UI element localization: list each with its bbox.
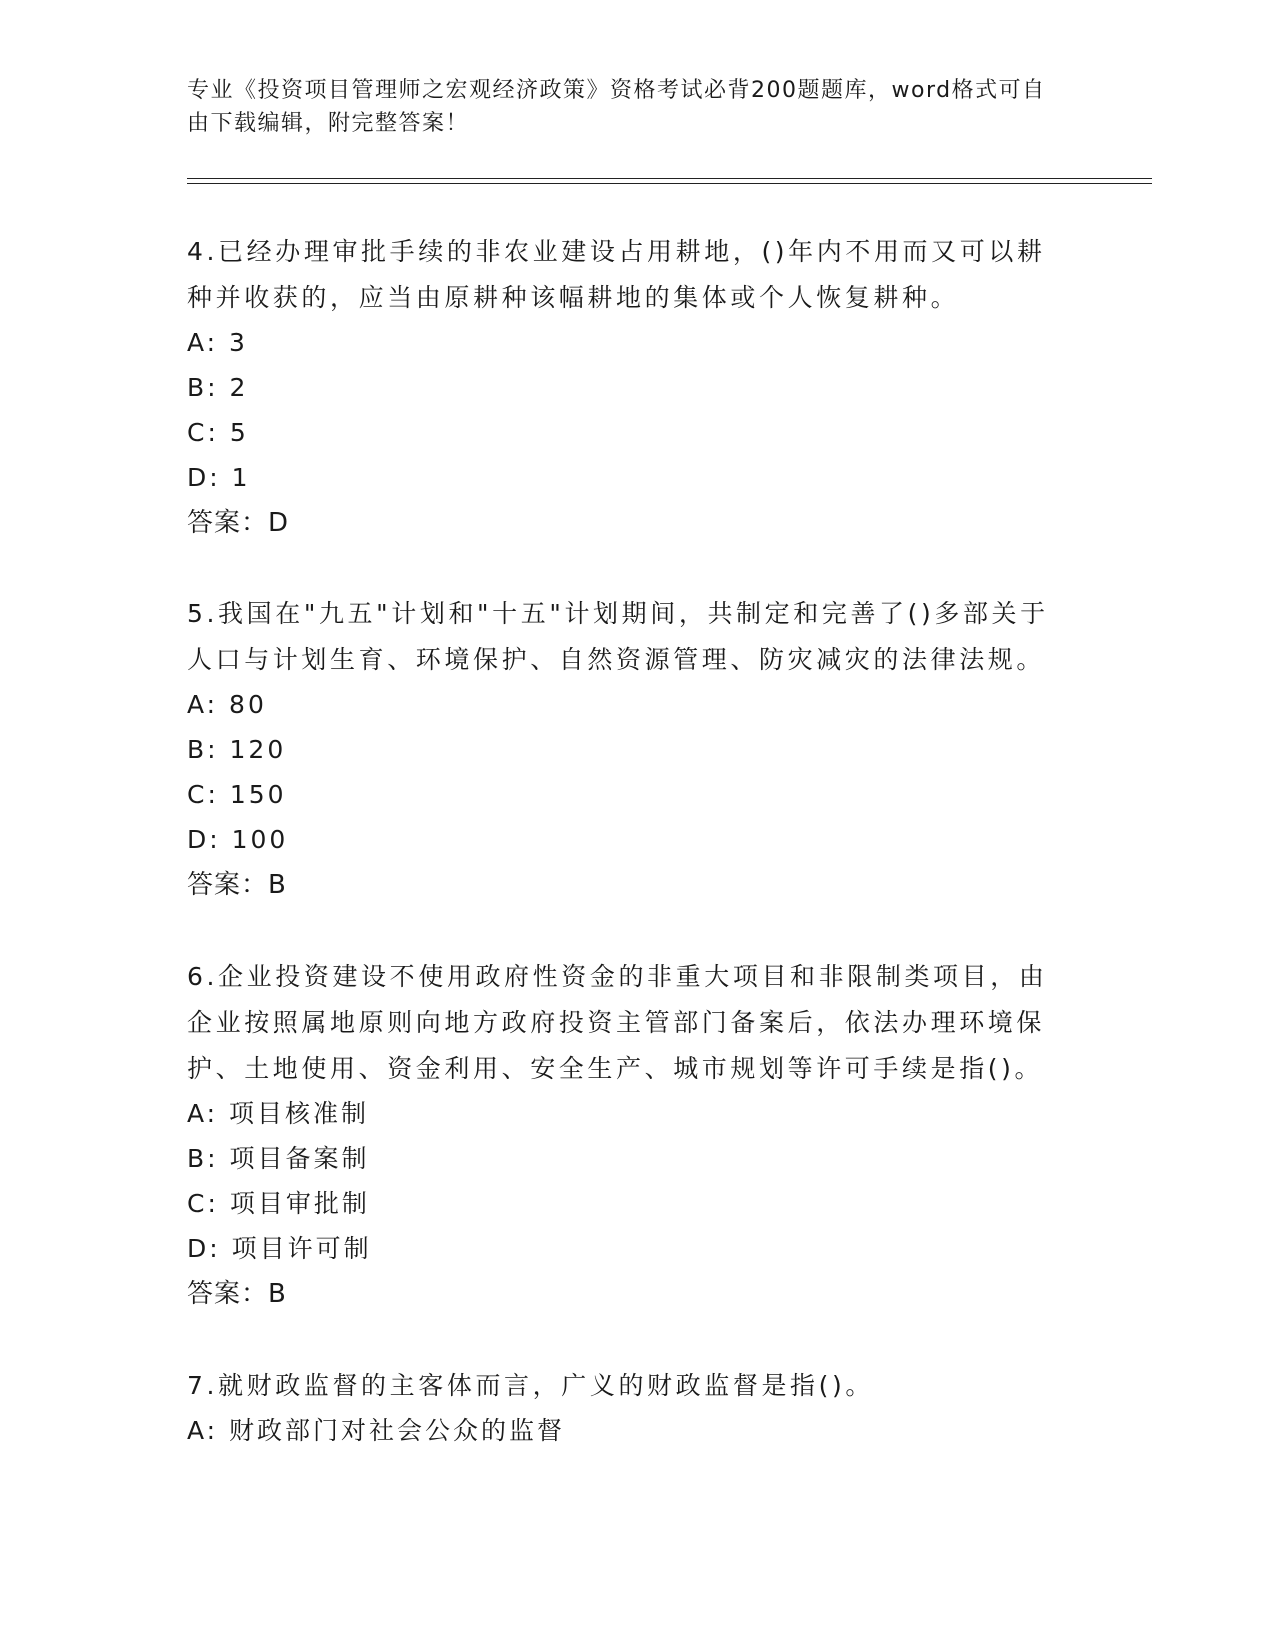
question-5-answer: 答案：B [187,870,287,900]
question-6-stem-line-1: 6.企业投资建设不使用政府性资金的非重大项目和非限制类项目，由 [187,962,1048,991]
question-4-stem-line-1: 4.已经办理审批手续的非农业建设占用耕地，()年内不用而又可以耕 [187,237,1046,266]
question-6-option-a: A: 项目核准制 [187,1099,370,1128]
question-4-stem-line-2: 种并收获的，应当由原耕种该幅耕地的集体或个人恢复耕种。 [187,283,960,312]
question-6-stem-line-3: 护、土地使用、资金利用、安全生产、城市规划等许可手续是指()。 [187,1054,1044,1083]
question-5-option-d: D: 100 [187,825,289,854]
header-divider-bottom [187,183,1152,184]
question-5-option-c: C: 150 [187,780,287,809]
question-4-option-b: B: 2 [187,373,249,402]
question-6-option-d: D: 项目许可制 [187,1234,372,1263]
header-divider-top [187,178,1152,179]
question-5-stem-line-1: 5.我国在"九五"计划和"十五"计划期间，共制定和完善了()多部关于 [187,599,1049,628]
question-6-stem-line-2: 企业按照属地原则向地方政府投资主管部门备案后，依法办理环境保 [187,1008,1046,1037]
question-4-option-c: C: 5 [187,418,249,447]
question-7-option-a: A: 财政部门对社会公众的监督 [187,1416,566,1445]
question-4-option-a: A: 3 [187,328,248,357]
question-6-answer: 答案：B [187,1279,287,1309]
document-intro: 专业《投资项目管理师之宏观经济政策》资格考试必背200题题库，word格式可自由下载编辑，附完整答案！ [187,78,1046,136]
question-4-option-d: D: 1 [187,463,251,492]
question-6-option-c: C: 项目审批制 [187,1189,370,1218]
question-7-stem-line-1: 7.就财政监督的主客体而言，广义的财政监督是指()。 [187,1371,874,1400]
question-6-option-b: B: 项目备案制 [187,1144,370,1173]
question-5-stem-line-2: 人口与计划生育、环境保护、自然资源管理、防灾减灾的法律法规。 [187,645,1046,674]
question-5-option-b: B: 120 [187,735,287,764]
question-5-option-a: A: 80 [187,690,267,719]
question-4-answer: 答案：D [187,508,290,538]
